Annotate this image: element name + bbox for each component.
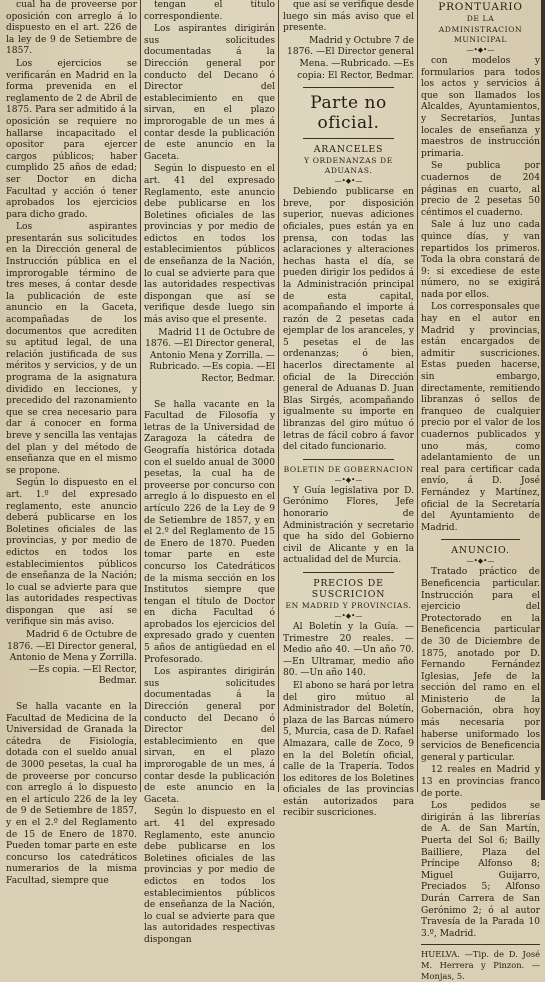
divider: [303, 572, 394, 573]
article-paragraph: Los ejercicios se verificarán en Madrid en la forma prevenida en el reglamento de 2 de Abril de 1875. Para ser admitido á la oposición se requiere no hallarse incapacitado el opositor para ejercer cargos públicos; haber cumplido 25 años de edad; ser Doctor en dicha Facultad y acción ó tener aprobados los ejercicios para dicho grado.: [6, 58, 137, 220]
article-paragraph: que así se verifique desde luego sin más aviso que el presente.: [283, 0, 414, 34]
imprint: HUELVA. —Tip. de D. José M. Herrera y Pinzon. —Monjas, 5.: [421, 949, 540, 982]
divider: [303, 459, 394, 460]
article-paragraph: Los corresponsales que hay en el autor en Madrid y provincias, están encargados de admitir suscriciones. Estas pueden hacerse, sin embargo, directamente, remitiendo libranzas ó sellos de franqueo de cualquier precio por el valor de los cuadernos publicados y uno más, como adelantamiento de un real para certificar cada envío, á D. José Fernández y Martínez, oficial de la Secretaría del Ayuntamiento de Madrid.: [421, 302, 540, 533]
column-rule: [278, 0, 279, 792]
column-4: [421, 0, 540, 982]
article-paragraph: tengan el título correspondiente.: [144, 0, 275, 22]
column-rule: [417, 0, 418, 792]
article-paragraph: 12 reales en Madrid y 13 en provincias franco de porte.: [421, 765, 540, 799]
column-1: [6, 0, 137, 886]
divider: [421, 944, 540, 945]
article-paragraph: Se publica por cuadernos de 204 páginas en cuarto, al precio de 2 pesetas 50 céntimos el cuaderno.: [421, 161, 540, 218]
article-paragraph: Según lo dispuesto en el art. 41 del expresado Reglamento, este anuncio debe publicarse en los Boletines oficiales de las provincias y por medio de edictos en todos los establecimientos públicos de enseñanza de la Nación, lo cual se advierte para que las autoridades respectivas dispongan: [144, 807, 275, 945]
ornament: —•◆•—: [334, 611, 363, 620]
divider: [441, 539, 520, 540]
precios-subheading: EN MADRID Y PROVINCIAS.: [285, 600, 412, 610]
article-paragraph: Tratado práctico de Beneficencia particular. Instrucción para el ejercicio del Protectorado en la Beneficencia particular de 30 de Diciembre de 1875, anotado por D. Fernando Fernández Iglesias, Jefe de la sección del ramo en el Ministerio de la Gobernación, obra hoy más necesaria por haberse uniformado los servicios de Beneficencia general y particular.: [421, 567, 540, 763]
article-paragraph: Los aspirantes presentarán sus solicitudes en la Dirección general de Instrucción pública en el improrogable término de tres meses, á contar desde la publicación de este anuncio en la Gaceta, acompañadas de los documentos que acrediten su aptitud legal, de una relación justificada de sus méritos y servicios, y de un programa de la asignatura dividido en lecciones, y precedido del razonamiento que se crea necesario para dar á conocer en forma breve y sencilla las ventajas del plan y del método de enseñanza que en el mismo se propone.: [6, 222, 137, 476]
ornament: —•◆•—: [334, 177, 363, 186]
prontuario-sub: ADMINISTRACION MUNICIPAL: [438, 25, 523, 44]
article-paragraph: Se halla vacante en la Facultad de Filosofía y letras de la Universidad de Zaragoza la cátedra de Geografía histórica dotada con el sueldo anual de 3000 pesetas, la cual ha de proveerse por concurso con arreglo á lo dispuesto en el artículo 226 de la Ley de 9 de Setiembre de 1857, y en el 2.º del Reglamento de 15 de Enero de 1870. Pueden tomar parte en este concurso los Catedráticos de la misma sección en los Institutos siempre que tengan el título de Doctor en dicha Facultad ó aprobados los ejercicios del expresado grado y cuenten 5 años de antigüedad en el Profesorado.: [144, 399, 275, 665]
article-paragraph: Los pedidos se dirigirán á las librerías de A. de San Martín, Puerta del Sol 6; Bailly Bailliere, Plaza del Príncipe Alfonso 8; Miguel Guijarro, Preciados 5; Alfonso Durán Carrera de San Gerónimo 2; ó al autor Travesía de la Parada 10 3.º, Madrid.: [421, 801, 540, 939]
article-signature: Madrid 11 de Octubre de 1876. —El Director general, Antonio Mena y Zorrilla. —Rubricado. —Es copia. —El Rector, Bedmar.: [145, 327, 275, 384]
section-title: Parte no oficial.: [310, 93, 387, 134]
ornament: —•◆•—: [466, 46, 495, 54]
prontuario-sub: DE LA: [466, 14, 495, 23]
article-paragraph: Al Boletín y la Guía. —Trimestre 20 reales. —Medio año 40. —Un año 70. —En Ultramar, medio año 80. —Un año 140.: [283, 621, 414, 679]
column-3: [283, 0, 414, 819]
article-paragraph: Los aspirantes dirigirán sus solicitudes documentadas á la Dirección general por conducto del Decano ó Director del establecimiento en que sirvan, en el plazo improrogable de un mes á contar desde la publicación de este anuncio en la Gaceta.: [144, 24, 275, 162]
article-paragraph: Debiendo publicarse en breve, por disposición superior, nuevas adiciones oficiales, pues están ya en prensa, con todas las aclaraciones y alteraciones hechas hasta el día, se pueden dirigir los pedidos á la Administración principal de esta capital, acompañando el importe á razón de 2 pesetas cada ejemplar de los aranceles, y 5 pesetas el de las ordenanzas; ó bien, hacerlos directamente al oficial de la Dirección general de Aduanas D. Juan Blas Sirgés, acompañando igualmente su importe en libranzas del giro mútuo ó letras de fácil cobro á favor del citado funcionario.: [283, 187, 414, 453]
article-paragraph: Los aspirantes dirigirán sus solicitudes documentadas á la Dirección general por conducto del Decano ó Director del establecimiento en que sirvan, en el plazo improrogable de un mes, á contar desde la publicación de este anuncio en la Gaceta.: [144, 667, 275, 805]
article-paragraph: Según lo dispuesto en el art. 41 del expresado Reglamento, este anuncio debe publicarse en los Boletines oficiales de las provincias y por medio de edictos en todos los establecimientos públicos de enseñanza de la Nación, lo cual se advierte para que las autoridades respectivas dispongan que así se verifique desde luego sin más aviso que el presente.: [144, 164, 275, 326]
page-edge: [541, 0, 545, 800]
article-paragraph: Sale á luz uno cada quince días, y van repartidos los primeros. Toda la obra constará de 9: si excediese de este número, no se exigirá nada por ellos.: [421, 220, 540, 300]
article-paragraph: El abono se hará por letra del giro mútuo al Administrador del Boletín, plaza de las Barcas número 5, Murcia, casa de D. Rafael Almazara, calle de Zoco, 9 en la del Boletín oficial, calle de la Trapería. Todos los editores de los Boletines oficiales de las provincias están autorizados para recibir suscriciones.: [283, 680, 414, 819]
anuncio-heading: ANUNCIO.: [451, 545, 510, 557]
boletin-heading: BOLETIN DE GOBERNACION: [283, 464, 414, 474]
divider: [303, 138, 394, 139]
column-2: [144, 0, 275, 945]
column-rule: [140, 0, 141, 792]
article-signature: Madrid y Octubre 7 de 1876. —El Director general Mena. —Rubricado. —Es copia: El Rector, Bedmar.: [287, 35, 414, 81]
ornament: —•◆•—: [334, 475, 363, 484]
aranceles-heading: ARANCELES: [313, 144, 384, 156]
spacer: [6, 688, 137, 702]
article-paragraph: con modelos y formularios para todos los actos y servicios á que son llamados los Alcaldes, Ayuntamientos, y Secretarios, Juntas locales de enseñanza y maestros de instrucción primaria.: [421, 56, 540, 159]
aranceles-subheading: Y ORDENANZAS DE ADUANAS.: [304, 156, 393, 176]
divider: [303, 87, 394, 88]
spacer: [144, 386, 275, 400]
precios-heading: PRECIOS DE SUSCRICION: [311, 577, 386, 600]
article-signature: Madrid 6 de Octubre de 1876. —El Director general, Antonio de Mena y Zorrilla. —Es copia. —El Rector, Bedmar.: [7, 630, 137, 687]
article-paragraph: Y Guía legislativa por D. Gerónimo Flores, Jefe honorario de Administración y secretario que ha sido del Gobierno civil de Alicante y en la actualidad del de Murcia.: [283, 485, 414, 566]
article-paragraph: Según lo dispuesto en el art. 1.º del expresado reglamento, este anuncio deberá publicarse en los Boletines oficiales de las provincias, y por medio de edictos en todos los establecimientos públicos de enseñanza de la Nación; lo cual se advierte para que las autoridades respectivas dispongan que así se verifique sin más aviso.: [6, 478, 137, 628]
article-paragraph: cual ha de proveerse por oposición con arreglo á lo dispuesto en el art. 226 de la ley de 9 de Setiembre de 1857.: [6, 0, 137, 57]
prontuario-heading: PRONTUARIO: [438, 1, 523, 13]
ornament: —•◆•—: [466, 557, 495, 566]
article-paragraph: Se halla vacante en la Facultad de Medicina de la Universidad de Granada la cátedra de Fisiología, dotada con el sueldo anual de 3000 pesetas, la cual ha de proveerse por concurso con arreglo á lo dispuesto en el artículo 226 de la ley de 9 de Setiembre de 1857, y en el 2.º del Reglamento de 15 de Enero de 1870. Pueden tomar parte en este concurso los catedráticos numerarios de la misma Facultad, siempre que: [6, 702, 137, 886]
